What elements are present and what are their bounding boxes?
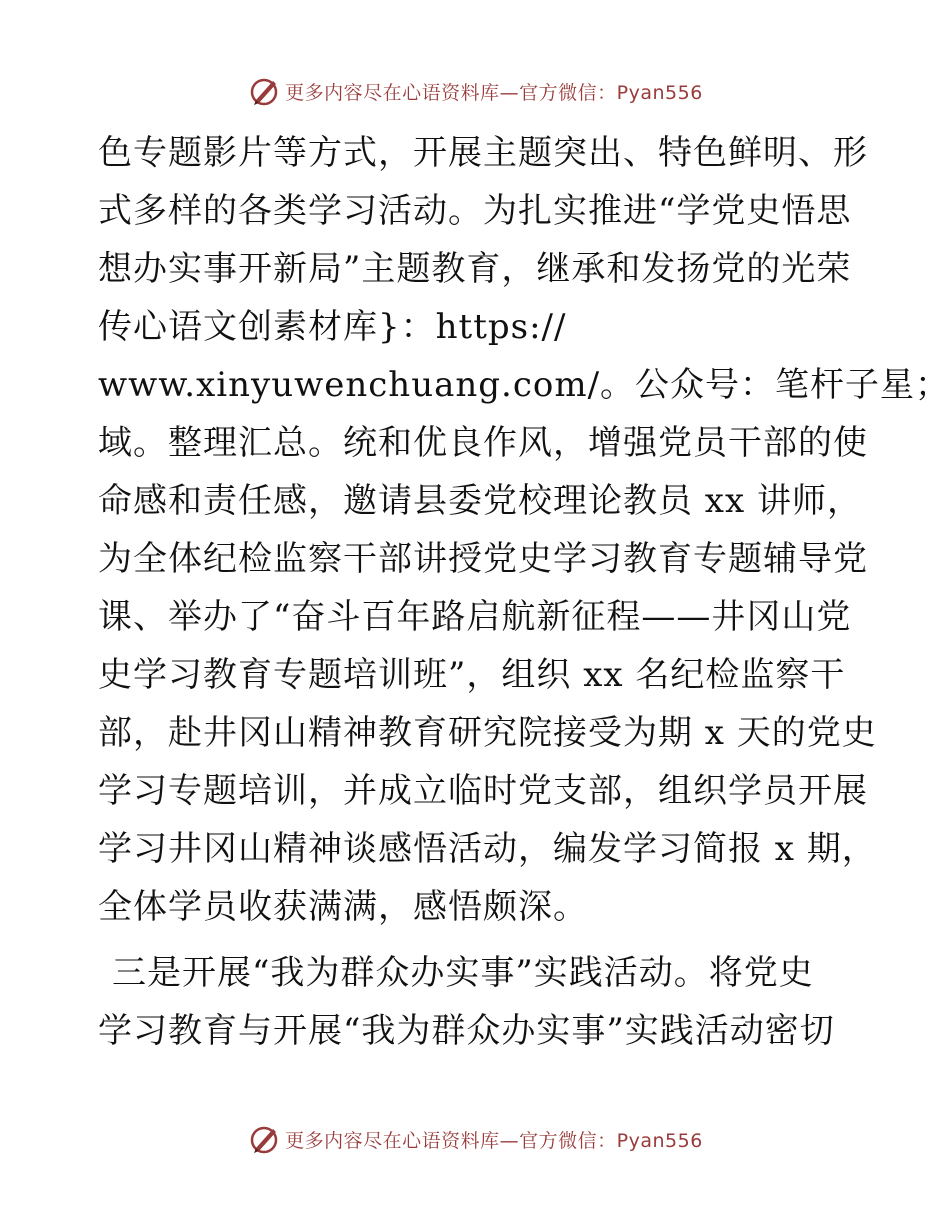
paragraph-gap bbox=[98, 936, 850, 944]
text-line: 课、举办了“奋斗百年路启航新征程——井冈山党 bbox=[98, 597, 852, 637]
pen-logo-icon bbox=[247, 74, 281, 108]
text-line: www.xinyuwenchuang.com/。公众号：笔杆子星； bbox=[98, 365, 950, 405]
text-line: 域。整理汇总。统和优良作风，增强党员干部的使 bbox=[98, 423, 868, 463]
text-line: 部，赴井冈山精神教育研究院接受为期 x 天的党史 bbox=[98, 713, 877, 753]
text-line: 全体学员收获满满，感悟颇深。 bbox=[98, 887, 588, 927]
text-line: 传心语文创素材库}：https:// bbox=[98, 307, 567, 347]
footer-watermark-banner bbox=[0, 1121, 950, 1157]
text-line: 三是开展“我为群众办实事”实践活动。将党史 bbox=[112, 953, 814, 993]
pen-logo-icon bbox=[247, 1122, 281, 1156]
text-line: 命感和责任感，邀请县委党校理论教员 xx 讲师， bbox=[98, 481, 862, 521]
document-body bbox=[98, 124, 950, 1060]
text-line: 式多样的各类学习活动。为扎实推进“学党史悟思 bbox=[98, 191, 852, 231]
text-line: 史学习教育专题培训班”，组织 xx 名纪检监察干 bbox=[98, 655, 846, 695]
paragraph-2 bbox=[98, 944, 850, 1060]
text-line: 学习专题培训，并成立临时党支部，组织学员开展 bbox=[98, 771, 868, 811]
header-watermark-banner bbox=[0, 73, 950, 109]
text-line: 学习井冈山精神谈感悟活动，编发学习简报 x 期， bbox=[98, 829, 877, 869]
text-line: 色专题影片等方式，开展主题突出、特色鲜明、形 bbox=[98, 133, 868, 173]
text-line: 想办实事开新局”主题教育，继承和发扬党的光荣 bbox=[98, 249, 852, 289]
header-banner-text: 更多内容尽在心语资料库—官方微信：Pyan556 bbox=[285, 81, 703, 104]
text-line: 为全体纪检监察干部讲授党史学习教育专题辅导党 bbox=[98, 539, 868, 579]
text-line: 学习教育与开展“我为群众办实事”实践活动密切 bbox=[98, 1011, 835, 1051]
paragraph-1 bbox=[98, 124, 950, 936]
footer-banner-text: 更多内容尽在心语资料库—官方微信：Pyan556 bbox=[285, 1129, 703, 1152]
